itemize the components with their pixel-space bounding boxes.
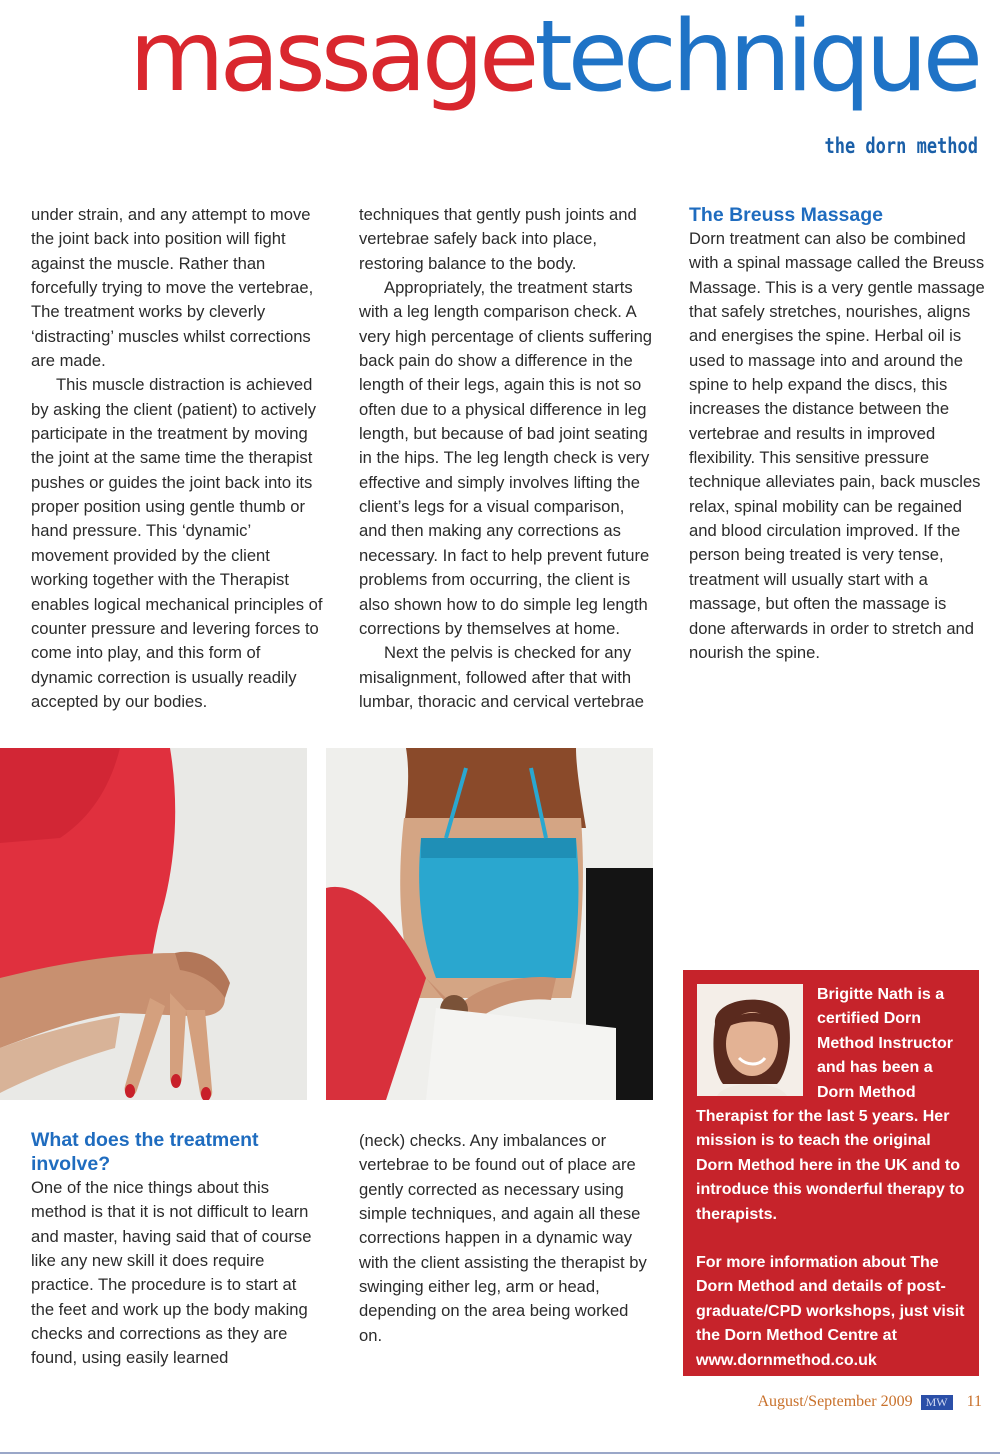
photo-back-illustration (326, 748, 653, 1100)
section-tag: the dorn method (824, 134, 978, 159)
author-bio-text (696, 983, 968, 1373)
body-paragraph: Dorn treatment can also be combined with a spinal massage called the Breuss Massage. This is a very gentle massage that safely stretches, nourishes, aligns and energises the spine. Herbal oil is used to massage into and around the spine to help expand the discs, this increases the distance between the vertebrae and results in improved flexibility. This sensitive pressure technique alleviates pain, back muscles relax, spinal mobility can be regained and blood circulation improved. If the person being treated is very tense, treatment will usually start with a massage, but often the massage is done afterwards in order to stretch and nourish the spine. (689, 229, 985, 662)
treatment-heading: What does the treatment involve? (31, 1129, 259, 1175)
column-1-bottom (31, 1128, 323, 1371)
body-paragraph: This muscle distraction is achieved by asking the client (patient) to actively participate in the treatment by moving the joint at the same time the therapist pushes or guides the joint back into its proper position using gentle thumb or hand pressure. This ‘dynamic’ movement provided by the client working together with the Therapist enables logical mechanical principles of counter pressure and levering forces to come into play, and this form of dynamic correction is usually readily accepted by our bodies. (31, 375, 323, 711)
title-word-technique: technique (534, 0, 978, 114)
page-title (129, 0, 978, 114)
magazine-logo: MW (921, 1395, 953, 1410)
column-2-top (359, 203, 655, 714)
column-3-top (689, 203, 985, 665)
photo-back-treatment (326, 748, 653, 1100)
body-paragraph: under strain, and any attempt to move the joint back into position will fight against the muscle. Rather than forcefully trying to move the vertebrae, The treatment works by cleverly ‘distracting’ muscles whilst corrections are made. (31, 205, 314, 371)
photo-arm-treatment (0, 748, 307, 1100)
page-number: 11 (966, 1393, 982, 1410)
issue-date: August/September 2009 (757, 1393, 913, 1410)
body-paragraph: Next the pelvis is checked for any misalignment, followed after that with lumbar, thoracic and cervical vertebrae (359, 643, 644, 711)
author-bio-box (683, 970, 979, 1376)
body-paragraph: Appropriately, the treatment starts with a leg length comparison check. A very high percentage of clients suffering back pain do show a difference in the length of their legs, again this is not so often due to a physical difference in leg length, but because of bad joint seating in the hips. The leg length check is very effective and simply involves lifting the client’s legs for a visual comparison, and then making any corrections as necessary. In fact to help prevent future problems from occurring, the client is also shown how to do simple leg length corrections by themselves at home. (359, 278, 653, 638)
body-paragraph: (neck) checks. Any imbalances or vertebrae to be found out of place are gently corrected as necessary using simple techniques, and again all these corrections happen in a dynamic way with the client assisting the therapist by swinging either leg, arm or head, depending on the area being worked on. (359, 1131, 647, 1345)
bio-lead: Brigitte Nath is a certified Dorn Method Instructor and has been a Dorn Method (817, 986, 953, 1101)
body-paragraph: techniques that gently push joints and vertebrae safely back into place, restoring balance to the body. (359, 205, 637, 273)
column-1-top (31, 203, 323, 714)
breuss-massage-heading: The Breuss Massage (689, 204, 884, 226)
column-2-bottom (359, 1129, 655, 1348)
body-paragraph: One of the nice things about this method is that it is not difficult to learn and master, having said that of course like any new skill it does require practice. The procedure is to start at the feet and work up the body making checks and corrections as they are found, using easily learned (31, 1178, 312, 1368)
photo-arm-illustration (0, 748, 307, 1100)
page-footer (758, 1393, 983, 1411)
title-word-massage: massage (129, 0, 535, 114)
bio-description: Therapist for the last 5 years. Her mission is to teach the original Dorn Method here in the UK and to introduce this wonderful therapy to therapists. (696, 1108, 965, 1223)
bio-more-info: For more information about The Dorn Method and details of post-graduate/CPD workshops, just visit the Dorn Method Centre at www.dornmethod.co.uk (696, 1254, 965, 1369)
